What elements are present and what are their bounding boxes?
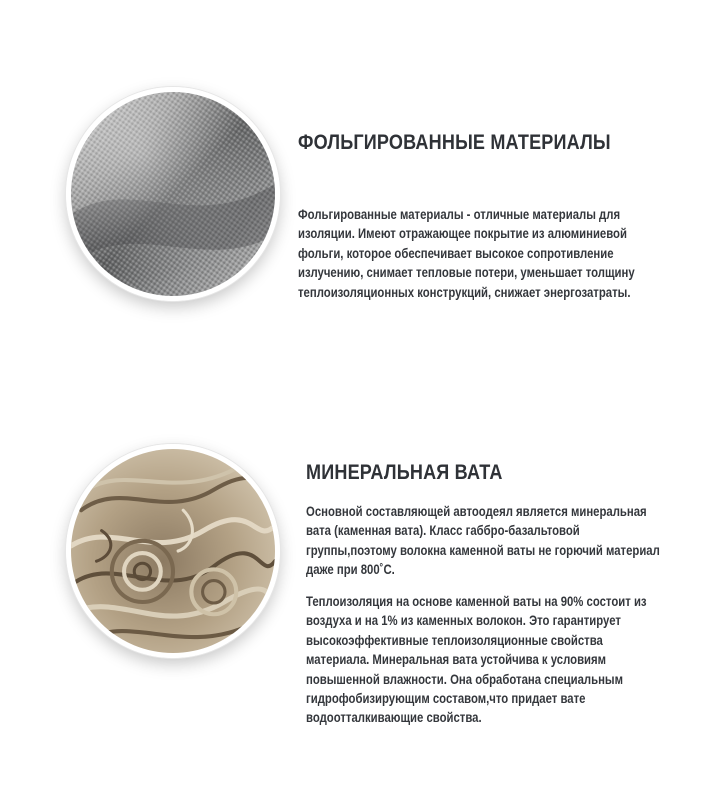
section-title: ФОЛЬГИРОВАННЫЕ МАТЕРИАЛЫ [298,131,611,154]
foil-fabric-image [66,87,280,301]
section-description: Теплоизоляция на основе каменной ваты на 90% состоит из воздуха и на 1% из каменных волокон. Это гарантирует высокоэффективные теплоизоляционные свойства материала. Минеральная вата устойчива к условиям повышенной влажности. Она обработана специальным гидрофобизирующим составом,что придает вате водоотталкивающие свойства. [306,594,647,726]
section-title: МИНЕРАЛЬНАЯ ВАТА [306,461,503,484]
mineral-wool-section [0,340,702,785]
mineral-wool-image [66,444,280,658]
foil-materials-section [0,0,702,340]
section-description: Основной составляющей автоодеял является минеральная вата (каменная вата). Класс габбро-базальтовой группы,поэтому волокна каменной ваты не горючий материал даже при 800˚С. [306,504,660,578]
section-description: Фольгированные материалы - отличные материалы для изоляции. Имеют отражающее покрытие из алюминиевой фольги, которое обеспечивает высокое сопротивление излучению, снимает тепловые потери, уменьшает толщину теплоизоляционных конструкций, снижает энергозатраты. [298,207,635,300]
